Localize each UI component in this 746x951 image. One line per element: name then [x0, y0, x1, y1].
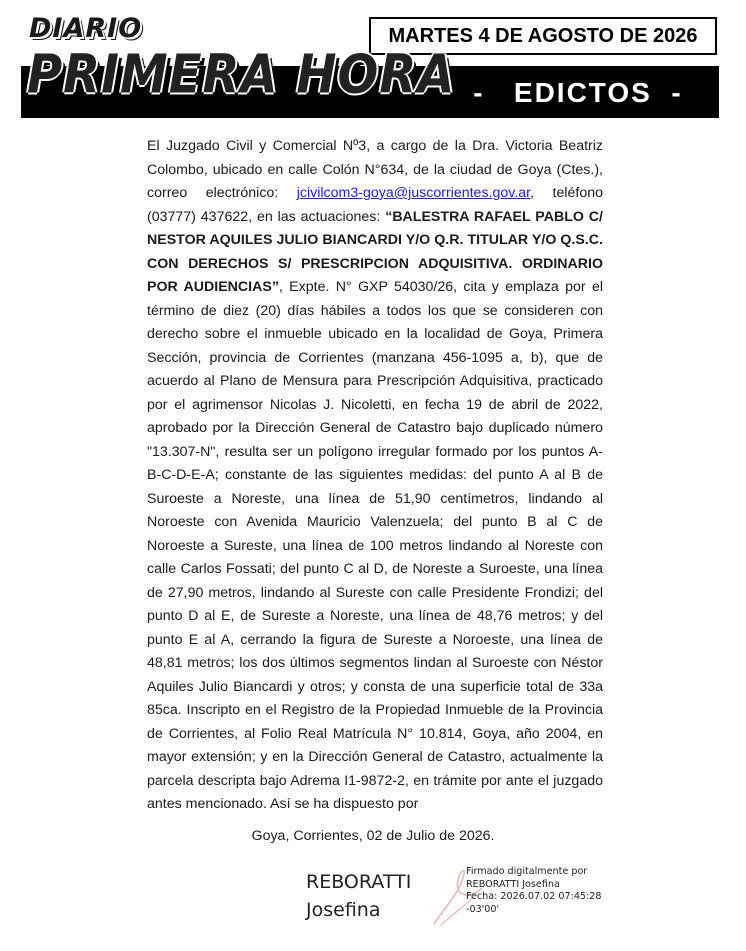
- edict-paragraph: [147, 135, 603, 817]
- issue-date: MARTES 4 DE AGOSTO DE 2026: [369, 17, 717, 55]
- masthead: [0, 0, 746, 120]
- newspaper-logo-top: DIARIO: [29, 13, 143, 44]
- edict-body: , Expte. N° GXP 54030/26, cita y emplaza por el término de diez (20) días hábiles a todos los que se consideren con derecho sobre el inmueble ubicado en la localidad de Goya, Primera Sección, provincia de Corrientes (manzana 456-1095 a, b), que de acuerdo al Plano de Mensura para Prescripción Adquisitiva, practicado por el agrimensor Nicolas J. Nicoletti, en fecha 19 de abril de 2022, aprobado por la Dirección General de Catastro bajo duplicado número "13.307-N", resulta ser un polígono irregular formado por los puntos A-B-C-D-E-A; constante de las siguientes medidas: del punto A al B de Suroeste a Noreste, una línea de 51,90 centímetros, lindando al Noroeste con Avenida Mauricio Valenzuela; del punto B al C de Noroeste a Sureste, una línea de 100 metros lindando al Noreste con calle Carlos Fossati; del punto C al D, de Noreste a Suroeste, una línea de 27,90 metros, lindando al Sureste con calle Presidente Frondizi; del punto D al E, de Sureste a Noreste, una línea de 48,76 metros; y del punto E al A, cerrando la figura de Sureste a Noroeste, una línea de 48,81 metros; los dos últimos segmentos lindan al Suroeste con Néstor Aquiles Julio Biancardi y otros; y consta de una superficie total de 33a 85ca. Inscripto en el Registro de la Propiedad Inmueble de la Provincia de Corrientes, al Folio Real Matrícula N° 10.814, Goya, año 2004, en mayor extensión; y en la Dirección General de Catastro, actualmente la parcela descripta bajo Adrema I1-9872-2, en trámite por ante el juzgado antes mencionado. Así se ha dispuesto por: [147, 279, 603, 812]
- signature-meta-line: Firmado digitalmente por: [466, 866, 588, 877]
- signature-meta-line: Fecha: 2026.07.02 07:45:28: [466, 891, 602, 902]
- signature-meta-line: -03'00': [466, 903, 500, 915]
- signer-name: [306, 868, 411, 924]
- newspaper-logo-main: PRIMERA HORA: [27, 43, 456, 106]
- digital-signature-details: [466, 866, 616, 916]
- edict-intro: El Juzgado Civil y Comercial Nº3, a cargo de la Dra. Victoria Beatriz Colombo, ubicado en calle Colón N°634, de la ciudad de Goya (Ctes.), correo electrónico:: [147, 138, 603, 201]
- signature-meta-line: REBORATTI Josefina: [466, 878, 560, 890]
- edict-contact: , teléfono (03777) 437622, en las actuaciones:: [147, 185, 604, 225]
- edict-text: [147, 135, 603, 817]
- section-title: - EDICTOS -: [473, 77, 683, 108]
- case-title: “BALESTRA RAFAEL PABLO C/ NESTOR AQUILES JULIO BIANCARDI Y/O Q.R. TITULAR Y/O Q.S.C. CON DERECHOS S/ PRESCRIPCION ADQUISITIVA. ORDINARIO POR AUDIENCIAS”: [147, 208, 603, 295]
- court-email-link[interactable]: jcivilcom3-goya@juscorrientes.gov.ar: [296, 185, 531, 201]
- closing-date-line: Goya, Corrientes, 02 de Julio de 2026.: [251, 828, 495, 844]
- signer-given-name: Josefina: [306, 899, 381, 921]
- signer-surname: REBORATTI: [306, 871, 412, 893]
